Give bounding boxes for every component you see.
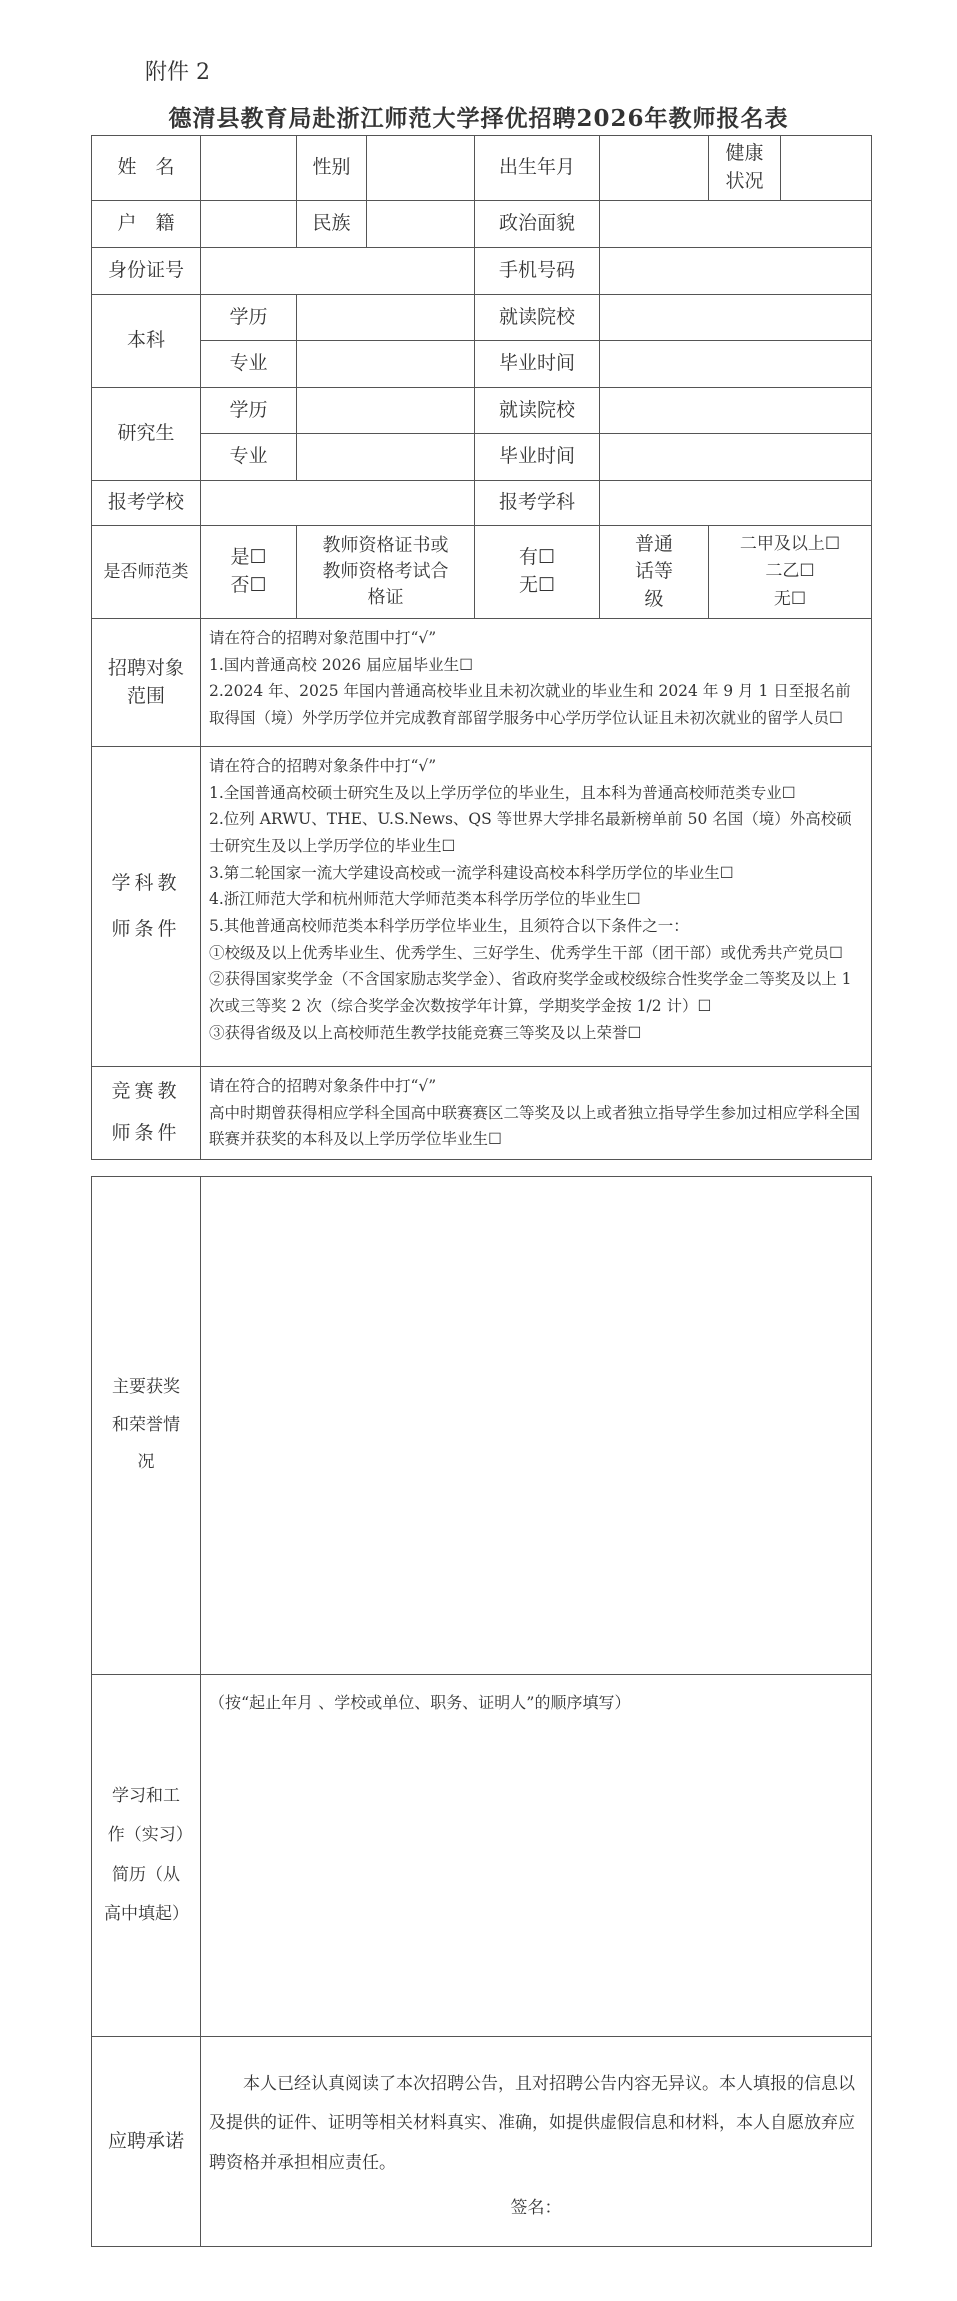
grad-label: 研究生 (92, 388, 201, 481)
pledge-content (201, 2037, 872, 2247)
health-label: 健康状况 (709, 136, 781, 201)
cert-has-checkbox[interactable]: 有☐ (518, 546, 556, 569)
grad-gradtime-label: 毕业时间 (475, 434, 600, 481)
mandarin-none-checkbox[interactable]: 无☐ (773, 588, 807, 609)
undergrad-degree-field[interactable] (297, 295, 475, 341)
ethnicity-field[interactable] (367, 201, 475, 248)
signature-label[interactable]: 签名： (510, 2197, 562, 2218)
undergrad-major-label: 专业 (201, 341, 297, 388)
grad-gradtime-field[interactable] (600, 434, 872, 481)
subject-option-2[interactable]: 2.位列 ARWU、THE、U.S.News、QS 等世界大学排名最新榜单前 50 名国（境）外高校硕士研究生及以上学历学位的毕业生☐ (209, 810, 852, 855)
grad-school-label: 就读院校 (475, 388, 600, 434)
phone-field[interactable] (600, 248, 872, 295)
scope-instruction: 请在符合的招聘对象范围中打“√” (209, 629, 437, 647)
hukou-label: 户 籍 (92, 201, 201, 248)
undergrad-school-field[interactable] (600, 295, 872, 341)
hukou-field[interactable] (201, 201, 297, 248)
grad-major-field[interactable] (297, 434, 475, 481)
phone-label: 手机号码 (475, 248, 600, 295)
awards-label: 主要获奖和荣誉情况 (92, 1177, 201, 1675)
apply-subject-field[interactable] (600, 481, 872, 526)
resume-label: 学习和工作（实习）简历（从高中填起） (92, 1675, 201, 2037)
id-field[interactable] (201, 248, 475, 295)
mandarin-label: 普通话等级 (600, 526, 709, 619)
undergrad-degree-label: 学历 (201, 295, 297, 341)
attachment-label: 附件 2 (145, 60, 210, 85)
details-table (91, 1176, 872, 2247)
apply-subject-label: 报考学科 (475, 481, 600, 526)
political-field[interactable] (600, 201, 872, 248)
subject-option-5-1[interactable]: ①校级及以上优秀毕业生、优秀学生、三好学生、优秀学生干部（团干部）或优秀共产党员☐ (209, 943, 843, 962)
cert-label: 教师资格证书或教师资格考试合格证 (297, 526, 475, 619)
subject-option-3[interactable]: 3.第二轮国家一流大学建设高校或一流学科建设高校本科学历学位的毕业生☐ (209, 863, 734, 882)
health-field[interactable] (781, 136, 872, 201)
normal-options (201, 526, 297, 619)
apply-school-label: 报考学校 (92, 481, 201, 526)
contest-teacher-content (201, 1067, 872, 1160)
subject-option-4[interactable]: 4.浙江师范大学和杭州师范大学师范类本科学历学位的毕业生☐ (209, 890, 641, 909)
subject-teacher-label: 学科教师条件 (92, 747, 201, 1067)
birth-label: 出生年月 (475, 136, 600, 201)
undergrad-gradtime-field[interactable] (600, 341, 872, 388)
normal-label: 是否师范类 (92, 526, 201, 619)
undergrad-school-label: 就读院校 (475, 295, 600, 341)
undergrad-gradtime-label: 毕业时间 (475, 341, 600, 388)
subject-teacher-content (201, 747, 872, 1067)
pledge-text: 本人已经认真阅读了本次招聘公告，且对招聘公告内容无异议。本人填报的信息以及提供的证件、证明等相关材料真实、准确，如提供虚假信息和材料，本人自愿放弃应聘资格并承担相应责任。 (209, 2074, 855, 2173)
pledge-label: 应聘承诺 (92, 2037, 201, 2247)
grad-degree-label: 学历 (201, 388, 297, 434)
gender-label: 性别 (297, 136, 367, 201)
scope-option-2[interactable]: 2.2024 年、2025 年国内普通高校毕业且未初次就业的毕业生和 2024 年 9 月 1 日至报名前取得国（境）外学历学位并完成教育部留学服务中心学历学位认证且未初次就业的留学人员☐ (209, 682, 851, 727)
subject-option-5-2[interactable]: ②获得国家奖学金（不含国家励志奖学金）、省政府奖学金或校级综合性奖学金二等奖及以上 1 次或三等奖 2 次（综合奖学金次数按学年计算，学期奖学金按 1/2 计）☐ (209, 970, 852, 1015)
grad-school-field[interactable] (600, 388, 872, 434)
birth-field[interactable] (600, 136, 709, 201)
resume-hint: （按“起止年月 、学校或单位、职务、证明人”的顺序填写） (209, 1693, 631, 1712)
subject-option-5-intro: 5.其他普通高校师范类本科学历学位毕业生，且须符合以下条件之一： (209, 916, 689, 935)
undergrad-label: 本科 (92, 295, 201, 388)
subject-option-5-3[interactable]: ③获得省级及以上高校师范生教学技能竞赛三等奖及以上荣誉☐ (209, 1023, 642, 1042)
scope-option-1[interactable]: 1.国内普通高校 2026 届应届毕业生☐ (209, 655, 473, 674)
resume-field[interactable] (201, 1675, 872, 2037)
name-label: 姓 名 (92, 136, 201, 201)
normal-yes-checkbox[interactable]: 是☐ (230, 546, 267, 569)
subject-instruction: 请在符合的招聘对象条件中打“√” (209, 757, 437, 775)
cert-none-checkbox[interactable]: 无☐ (518, 574, 556, 596)
name-field[interactable] (201, 136, 297, 201)
subject-option-1[interactable]: 1.全国普通高校硕士研究生及以上学历学位的毕业生，且本科为普通高校师范类专业☐ (209, 783, 796, 802)
normal-no-checkbox[interactable]: 否☐ (230, 574, 267, 596)
scope-content (201, 619, 872, 747)
apply-school-field[interactable] (201, 481, 475, 526)
registration-table (91, 135, 872, 1160)
id-label: 身份证号 (92, 248, 201, 295)
gender-field[interactable] (367, 136, 475, 201)
form-title: 德清县教育局赴浙江师范大学择优招聘2026年教师报名表 (168, 105, 789, 132)
political-label: 政治面貌 (475, 201, 600, 248)
contest-instruction: 请在符合的招聘对象条件中打“√” (209, 1077, 437, 1095)
contest-teacher-label: 竞赛教师条件 (92, 1067, 201, 1160)
awards-field[interactable] (201, 1177, 872, 1675)
scope-label: 招聘对象范围 (92, 619, 201, 747)
mandarin-2b-checkbox[interactable]: 二乙☐ (765, 561, 815, 582)
contest-option[interactable]: 高中时期曾获得相应学科全国高中联赛赛区二等奖及以上或者独立指导学生参加过相应学科全国联赛并获奖的本科及以上学历学位毕业生☐ (209, 1103, 861, 1149)
mandarin-options (709, 526, 872, 619)
cert-options (475, 526, 600, 619)
undergrad-major-field[interactable] (297, 341, 475, 388)
grad-major-label: 专业 (201, 434, 297, 481)
grad-degree-field[interactable] (297, 388, 475, 434)
ethnicity-label: 民族 (297, 201, 367, 248)
mandarin-2a-checkbox[interactable]: 二甲及以上☐ (739, 534, 841, 555)
